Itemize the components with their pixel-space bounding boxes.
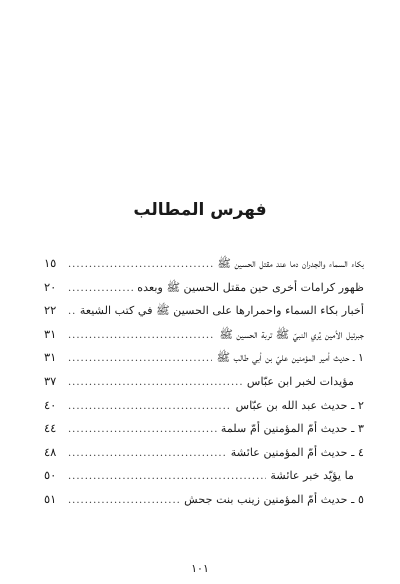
- toc-entry-page: ١٥: [44, 256, 57, 270]
- toc-entry-text: ٤ ـ حديث أمّ المؤمنين عائشة: [230, 445, 364, 459]
- toc-entry: [44, 370, 364, 394]
- toc-entry-text: أخبار بكاء السماء واحمرارها على الحسين ﷺ في كتب الشيعة: [79, 304, 364, 318]
- toc-entry-page: ٣١: [44, 326, 57, 341]
- toc-entry: [44, 299, 364, 323]
- toc-entry-text: مؤيدات لخبر ابن عبّاس: [246, 374, 354, 388]
- toc-entry-page: ٤٨: [44, 444, 57, 459]
- toc-entry: [44, 346, 364, 370]
- page-number: ١٠١: [191, 562, 209, 575]
- toc-entry-text: جبرئيل الأمين يُري النبيّ ﷺ تربة الحسين ﷺ: [219, 327, 364, 341]
- leader-dots: [68, 465, 266, 489]
- toc-entry-text: ٥ ـ حديث أمّ المؤمنين زينب بنت جحش: [184, 492, 364, 506]
- toc-entry-page: ٣١: [44, 350, 57, 365]
- toc-entry-text: ١ ـ حديث أمير المؤمنين عليّ بن أبي طالب ﷺ: [216, 351, 364, 365]
- toc-entry-page: ٤٤: [44, 421, 57, 436]
- toc-entry-page: ٥١: [44, 491, 57, 506]
- toc-entry: [44, 276, 364, 300]
- toc-entry-text: بكاء السماء والجدران دما عند مقتل الحسين ﷺ: [217, 257, 364, 270]
- toc-entry: [44, 464, 364, 488]
- toc-entry: [44, 394, 364, 418]
- toc-entry-page: ٢٢: [44, 303, 57, 318]
- leader-dots: [68, 347, 212, 371]
- leader-dots: [68, 277, 133, 301]
- toc-list: [44, 252, 364, 512]
- toc-entry: [44, 488, 364, 512]
- leader-dots: [68, 300, 76, 324]
- toc-entry-page: ٣٧: [44, 373, 57, 388]
- leader-dots: [68, 371, 243, 395]
- toc-entry-page: ٤٠: [44, 397, 57, 412]
- leader-dots: [68, 253, 213, 277]
- leader-dots: [68, 442, 227, 466]
- toc-entry: [44, 252, 364, 276]
- toc-entry-text: ما يؤيّد خبر عائشة: [270, 469, 354, 483]
- toc-entry-text: ٢ ـ حديث عبد الله بن عبّاس: [235, 398, 364, 412]
- toc-entry: [44, 323, 364, 347]
- leader-dots: [68, 489, 180, 513]
- toc-entry: [44, 441, 364, 465]
- leader-dots: [68, 395, 232, 419]
- toc-entry-page: ٥٠: [44, 468, 57, 483]
- leader-dots: [68, 418, 217, 442]
- page-title: فهرس المطالب: [133, 200, 267, 220]
- leader-dots: [68, 324, 215, 348]
- toc-entry-page: ٢٠: [44, 279, 57, 294]
- toc-entry: [44, 417, 364, 441]
- toc-entry-text: ظهور كرامات أخرى حين مقتل الحسين ﷺ وبعده: [137, 280, 364, 294]
- toc-entry-text: ٣ ـ حديث أمّ المؤمنين أمّ سلمة: [220, 422, 364, 436]
